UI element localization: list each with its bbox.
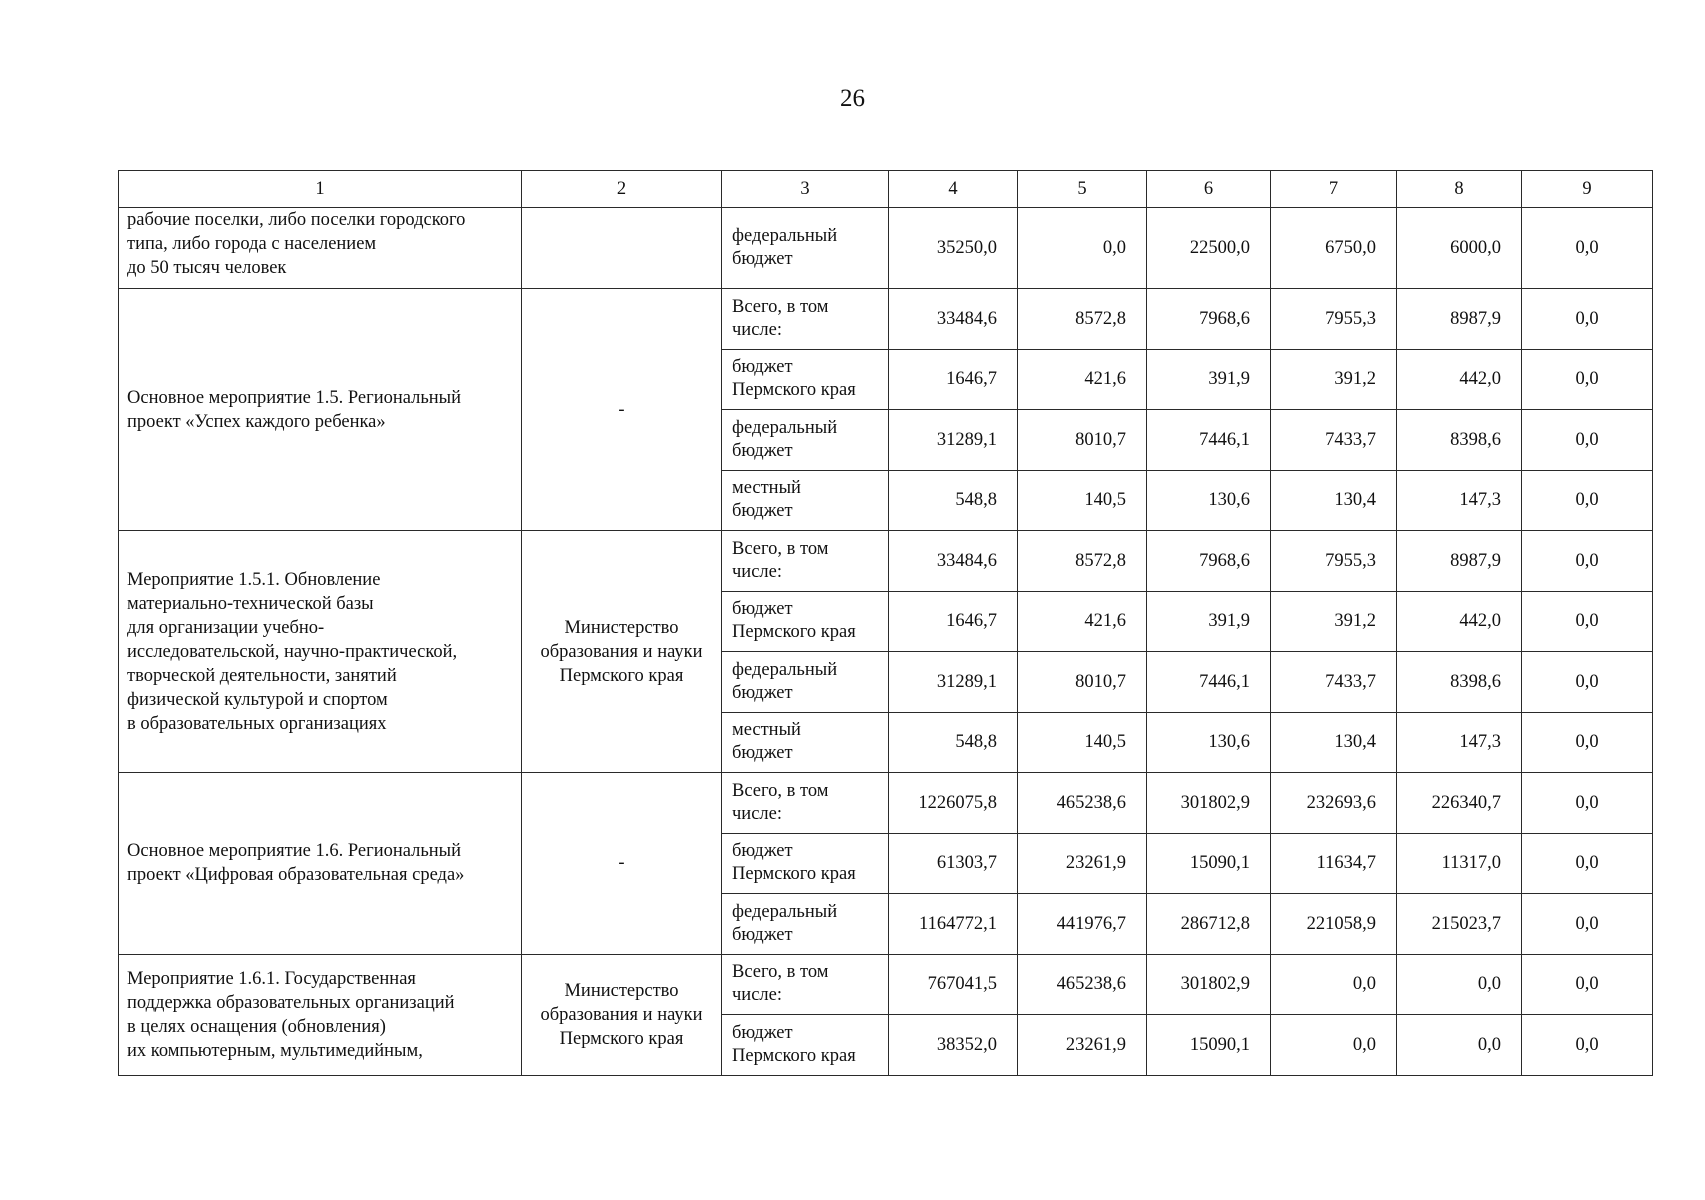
value-cell: 1646,7 bbox=[889, 591, 1018, 652]
value-cell: 421,6 bbox=[1018, 349, 1147, 410]
value-cell: 0,0 bbox=[1522, 289, 1653, 350]
header-col-2: 2 bbox=[522, 171, 722, 208]
value-cell: 61303,7 bbox=[889, 833, 1018, 894]
value-cell: 0,0 bbox=[1397, 954, 1522, 1015]
funding-source-cell: бюджет Пермского края bbox=[722, 1015, 889, 1076]
value-cell: 140,5 bbox=[1018, 470, 1147, 531]
value-cell: 767041,5 bbox=[889, 954, 1018, 1015]
value-cell: 442,0 bbox=[1397, 591, 1522, 652]
header-row bbox=[119, 171, 1653, 208]
value-cell: 215023,7 bbox=[1397, 894, 1522, 955]
value-cell: 8987,9 bbox=[1397, 289, 1522, 350]
value-cell: 232693,6 bbox=[1271, 773, 1397, 834]
value-cell: 15090,1 bbox=[1147, 833, 1271, 894]
value-cell: 0,0 bbox=[1271, 1015, 1397, 1076]
value-cell: 7968,6 bbox=[1147, 289, 1271, 350]
value-cell: 6000,0 bbox=[1397, 208, 1522, 289]
value-cell: 465238,6 bbox=[1018, 773, 1147, 834]
value-cell: 130,4 bbox=[1271, 712, 1397, 773]
value-cell: 0,0 bbox=[1522, 591, 1653, 652]
value-cell: 7433,7 bbox=[1271, 652, 1397, 713]
funding-source-cell: бюджет Пермского края bbox=[722, 833, 889, 894]
funding-source-cell: бюджет Пермского края bbox=[722, 591, 889, 652]
value-cell: 8572,8 bbox=[1018, 289, 1147, 350]
activity-name-cell: Мероприятие 1.6.1. Государственная поддержка образовательных организаций в целях оснащения (обновления) их компьютерным, мультимедийным, bbox=[119, 954, 522, 1075]
value-cell: 11317,0 bbox=[1397, 833, 1522, 894]
value-cell: 7968,6 bbox=[1147, 531, 1271, 592]
value-cell: 465238,6 bbox=[1018, 954, 1147, 1015]
value-cell: 441976,7 bbox=[1018, 894, 1147, 955]
executor-cell bbox=[522, 208, 722, 289]
value-cell: 7446,1 bbox=[1147, 410, 1271, 471]
value-cell: 391,2 bbox=[1271, 349, 1397, 410]
value-cell: 391,2 bbox=[1271, 591, 1397, 652]
header-col-8: 8 bbox=[1397, 171, 1522, 208]
value-cell: 0,0 bbox=[1522, 531, 1653, 592]
header-col-4: 4 bbox=[889, 171, 1018, 208]
value-cell: 31289,1 bbox=[889, 410, 1018, 471]
value-cell: 11634,7 bbox=[1271, 833, 1397, 894]
value-cell: 0,0 bbox=[1522, 652, 1653, 713]
value-cell: 147,3 bbox=[1397, 470, 1522, 531]
value-cell: 286712,8 bbox=[1147, 894, 1271, 955]
value-cell: 8398,6 bbox=[1397, 410, 1522, 471]
value-cell: 301802,9 bbox=[1147, 773, 1271, 834]
value-cell: 130,4 bbox=[1271, 470, 1397, 531]
value-cell: 23261,9 bbox=[1018, 1015, 1147, 1076]
value-cell: 22500,0 bbox=[1147, 208, 1271, 289]
value-cell: 1164772,1 bbox=[889, 894, 1018, 955]
value-cell: 7433,7 bbox=[1271, 410, 1397, 471]
value-cell: 0,0 bbox=[1271, 954, 1397, 1015]
value-cell: 6750,0 bbox=[1271, 208, 1397, 289]
funding-source-cell: местный бюджет bbox=[722, 712, 889, 773]
funding-source-cell: местный бюджет bbox=[722, 470, 889, 531]
page-number: 26 bbox=[840, 85, 865, 112]
funding-source-cell: Всего, в том числе: bbox=[722, 954, 889, 1015]
value-cell: 8398,6 bbox=[1397, 652, 1522, 713]
value-cell: 33484,6 bbox=[889, 289, 1018, 350]
funding-source-cell: Всего, в том числе: bbox=[722, 773, 889, 834]
value-cell: 0,0 bbox=[1522, 208, 1653, 289]
header-col-6: 6 bbox=[1147, 171, 1271, 208]
value-cell: 0,0 bbox=[1522, 894, 1653, 955]
value-cell: 0,0 bbox=[1522, 773, 1653, 834]
funding-source-cell: федеральный бюджет bbox=[722, 410, 889, 471]
value-cell: 0,0 bbox=[1522, 1015, 1653, 1076]
value-cell: 8010,7 bbox=[1018, 410, 1147, 471]
activity-name-cell: Основное мероприятие 1.6. Региональный проект «Цифровая образовательная среда» bbox=[119, 773, 522, 955]
value-cell: 0,0 bbox=[1397, 1015, 1522, 1076]
header-col-7: 7 bbox=[1271, 171, 1397, 208]
value-cell: 8010,7 bbox=[1018, 652, 1147, 713]
table-row bbox=[119, 773, 1653, 834]
value-cell: 0,0 bbox=[1522, 954, 1653, 1015]
header-col-5: 5 bbox=[1018, 171, 1147, 208]
budget-table bbox=[118, 170, 1653, 1076]
value-cell: 442,0 bbox=[1397, 349, 1522, 410]
executor-cell: - bbox=[522, 289, 722, 531]
value-cell: 0,0 bbox=[1522, 833, 1653, 894]
value-cell: 31289,1 bbox=[889, 652, 1018, 713]
value-cell: 0,0 bbox=[1018, 208, 1147, 289]
value-cell: 391,9 bbox=[1147, 591, 1271, 652]
value-cell: 301802,9 bbox=[1147, 954, 1271, 1015]
value-cell: 221058,9 bbox=[1271, 894, 1397, 955]
value-cell: 0,0 bbox=[1522, 349, 1653, 410]
value-cell: 147,3 bbox=[1397, 712, 1522, 773]
value-cell: 33484,6 bbox=[889, 531, 1018, 592]
value-cell: 23261,9 bbox=[1018, 833, 1147, 894]
table-row bbox=[119, 531, 1653, 592]
value-cell: 130,6 bbox=[1147, 470, 1271, 531]
value-cell: 1646,7 bbox=[889, 349, 1018, 410]
value-cell: 8987,9 bbox=[1397, 531, 1522, 592]
table-row bbox=[119, 289, 1653, 350]
value-cell: 7446,1 bbox=[1147, 652, 1271, 713]
value-cell: 15090,1 bbox=[1147, 1015, 1271, 1076]
value-cell: 7955,3 bbox=[1271, 531, 1397, 592]
value-cell: 0,0 bbox=[1522, 470, 1653, 531]
activity-name-cell: Основное мероприятие 1.5. Региональный проект «Успех каждого ребенка» bbox=[119, 289, 522, 531]
header-col-9: 9 bbox=[1522, 171, 1653, 208]
value-cell: 7955,3 bbox=[1271, 289, 1397, 350]
value-cell: 548,8 bbox=[889, 712, 1018, 773]
executor-cell: Министерство образования и науки Пермского края bbox=[522, 531, 722, 773]
value-cell: 35250,0 bbox=[889, 208, 1018, 289]
value-cell: 1226075,8 bbox=[889, 773, 1018, 834]
funding-source-cell: Всего, в том числе: bbox=[722, 289, 889, 350]
value-cell: 548,8 bbox=[889, 470, 1018, 531]
funding-source-cell: бюджет Пермского края bbox=[722, 349, 889, 410]
funding-source-cell: Всего, в том числе: bbox=[722, 531, 889, 592]
value-cell: 0,0 bbox=[1522, 712, 1653, 773]
value-cell: 38352,0 bbox=[889, 1015, 1018, 1076]
value-cell: 226340,7 bbox=[1397, 773, 1522, 834]
funding-source-cell: федеральный бюджет bbox=[722, 208, 889, 289]
value-cell: 130,6 bbox=[1147, 712, 1271, 773]
table-row bbox=[119, 208, 1653, 289]
activity-name-cell: Мероприятие 1.5.1. Обновление материально-технической базы для организации учебно- исследовательской, научно-практической, творческой деятельности, занятий физической культурой и спортом в образовательных организациях bbox=[119, 531, 522, 773]
value-cell: 391,9 bbox=[1147, 349, 1271, 410]
funding-source-cell: федеральный бюджет bbox=[722, 894, 889, 955]
header-col-3: 3 bbox=[722, 171, 889, 208]
executor-cell: Министерство образования и науки Пермского края bbox=[522, 954, 722, 1075]
header-col-1: 1 bbox=[119, 171, 522, 208]
activity-name-cell: рабочие поселки, либо поселки городского типа, либо города с населением до 50 тысяч человек bbox=[119, 208, 522, 289]
value-cell: 140,5 bbox=[1018, 712, 1147, 773]
value-cell: 421,6 bbox=[1018, 591, 1147, 652]
value-cell: 8572,8 bbox=[1018, 531, 1147, 592]
executor-cell: - bbox=[522, 773, 722, 955]
value-cell: 0,0 bbox=[1522, 410, 1653, 471]
table-row bbox=[119, 954, 1653, 1015]
funding-source-cell: федеральный бюджет bbox=[722, 652, 889, 713]
